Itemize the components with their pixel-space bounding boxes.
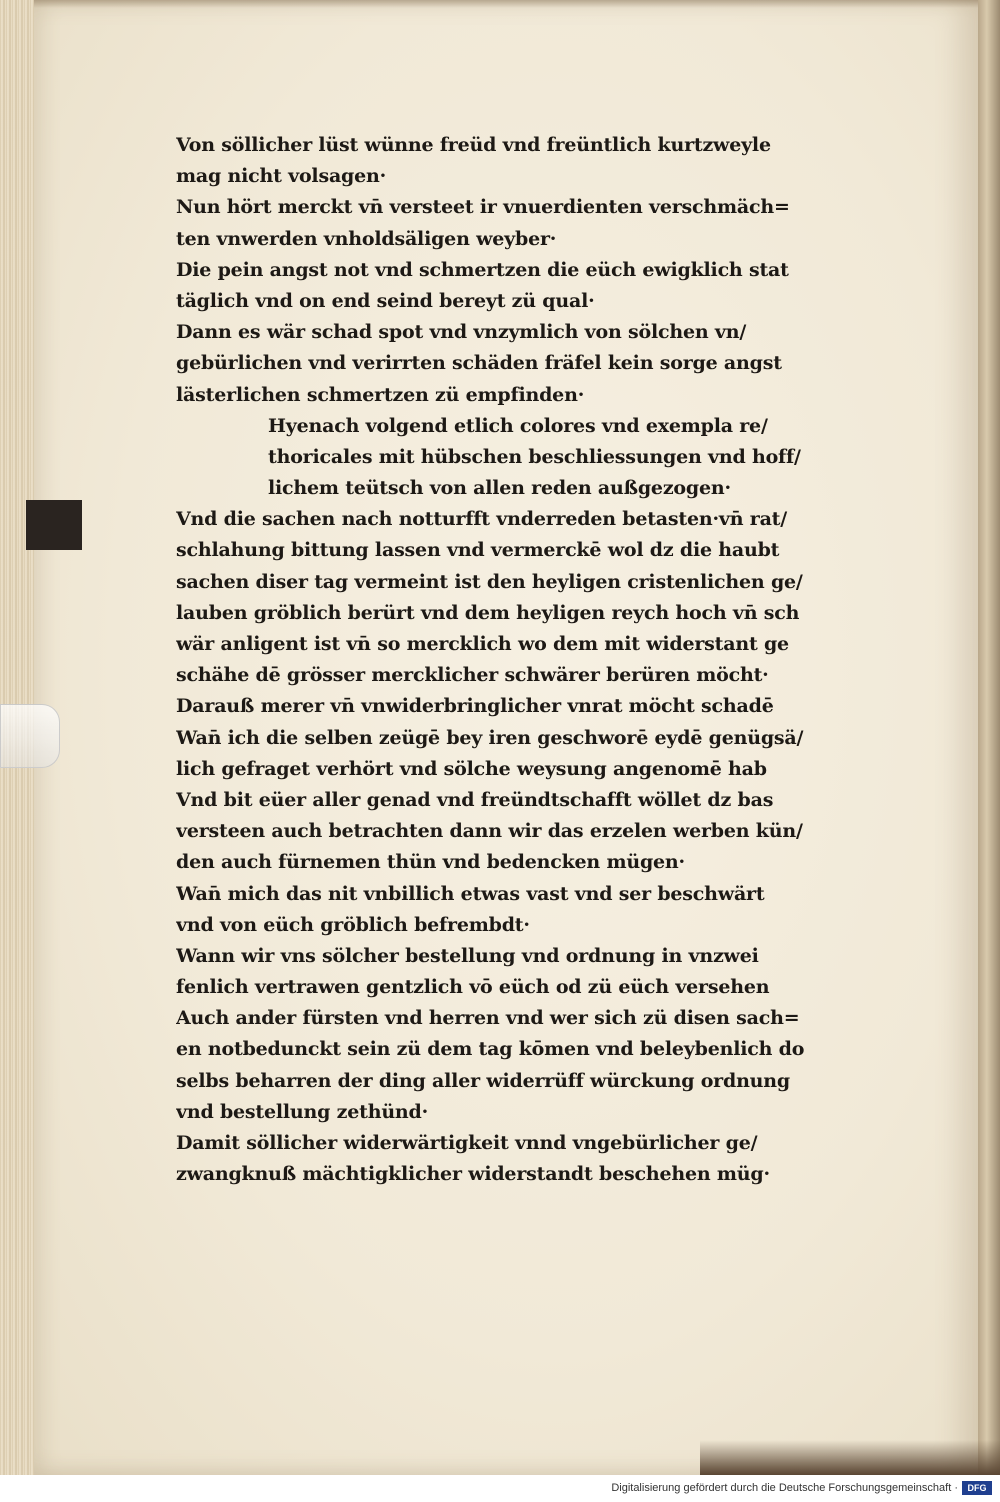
text-line: Vnd bit eüer aller genad vnd freündtschafft wöllet dz bas <box>176 788 774 811</box>
text-line: schlahung bittung lassen vnd vermerckē wol dz die haubt <box>176 539 780 562</box>
text-line: vnd bestellung zethünd· <box>176 1100 429 1123</box>
text-line: täglich vnd on end seind bereyt zü qual· <box>176 289 595 312</box>
funding-notice: Digitalisierung gefördert durch die Deutsche Forschungsgemeinschaft · <box>611 1482 958 1494</box>
text-line: Auch ander fürsten vnd herren vnd wer sich zü disen sach= <box>176 1007 800 1030</box>
text-line: lich gefraget verhört vnd sölche weysung angenomē hab <box>176 757 767 780</box>
text-line: Darauß merer vn̄ vnwiderbringlicher vnrat möcht schadē <box>176 695 774 718</box>
text-line: schähe dē grösser mercklicher schwärer berüren möcht· <box>176 664 769 687</box>
text-line: mag nicht volsagen· <box>176 165 387 188</box>
book-right-edge <box>978 0 1000 1475</box>
text-line: Wan̄ mich das nit vnbillich etwas vast vnd ser beschwärt <box>176 882 765 905</box>
heading-line: thoricales mit hübschen beschliessungen vnd hoff/ <box>268 445 801 468</box>
dfg-logo: DFG <box>962 1481 992 1495</box>
text-line: sachen diser tag vermeint ist den heyligen cristenlichen ge/ <box>176 570 803 593</box>
text-line: wär anligent ist vn̄ so mercklich wo dem mit widerstant ge <box>176 633 789 655</box>
text-line: fenlich vertrawen gentzlich vō eüch od zü eüch versehen <box>176 976 770 999</box>
text-line: versteen auch betrachten dann wir das erzelen werben kün/ <box>176 820 803 843</box>
blackletter-text-block <box>176 130 876 1190</box>
text-line: zwangknuß mächtigklicher widerstandt beschehen müg· <box>176 1163 770 1186</box>
text-line: en notbedunckt sein zü dem tag kōmen vnd beleybenlich do <box>176 1038 805 1061</box>
text-line: Dann es wär schad spot vnd vnzymlich von sölchen vn/ <box>176 321 747 344</box>
text-line: ten vnwerden vnholdsäligen weyber· <box>176 227 557 250</box>
text-line: Wann wir vns sölcher bestellung vnd ordnung in vnzwei <box>176 944 759 967</box>
text-line: selbs beharren der ding aller widerrüff würckung ordnung <box>176 1069 790 1092</box>
heading-line: Hyenach volgend etlich colores vnd exempla re/ <box>268 414 768 437</box>
page-clip <box>0 704 60 768</box>
heading-line: lichem teütsch von allen reden außgezogen· <box>268 477 731 500</box>
book-binding-shadow <box>700 1440 1000 1475</box>
page-tab-marker <box>26 500 82 550</box>
text-line: lästerlichen schmertzen zü empfinden· <box>176 383 585 406</box>
text-line: Von söllicher lüst wünne freüd vnd freüntlich kurtzweyle <box>176 134 771 156</box>
page-top-shadow <box>34 0 978 8</box>
text-line: gebürlichen vnd verirrten schäden fräfel kein sorge angst <box>176 352 782 375</box>
text-line: vnd von eüch gröblich befrembdt· <box>176 913 530 936</box>
text-line: Vnd die sachen nach notturfft vnderreden betasten·vn̄ rat/ <box>176 508 787 531</box>
text-line: Die pein angst not vnd schmertzen die eüch ewigklich stat <box>176 258 789 281</box>
text-line: Wan̄ ich die selben zeügē bey iren geschworē eydē genügsä/ <box>176 726 804 749</box>
text-line: lauben gröblich berürt vnd dem heyligen reych hoch vn̄ sch <box>176 601 800 624</box>
footer-bar <box>0 1475 1000 1502</box>
text-line: Damit söllicher widerwärtigkeit vnnd vngebürlicher ge/ <box>176 1132 758 1154</box>
text-line: Nun hört merckt vn̄ versteet ir vnuerdienten verschmäch= <box>176 196 790 219</box>
text-line: den auch fürnemen thün vnd bedencken mügen· <box>176 851 685 874</box>
